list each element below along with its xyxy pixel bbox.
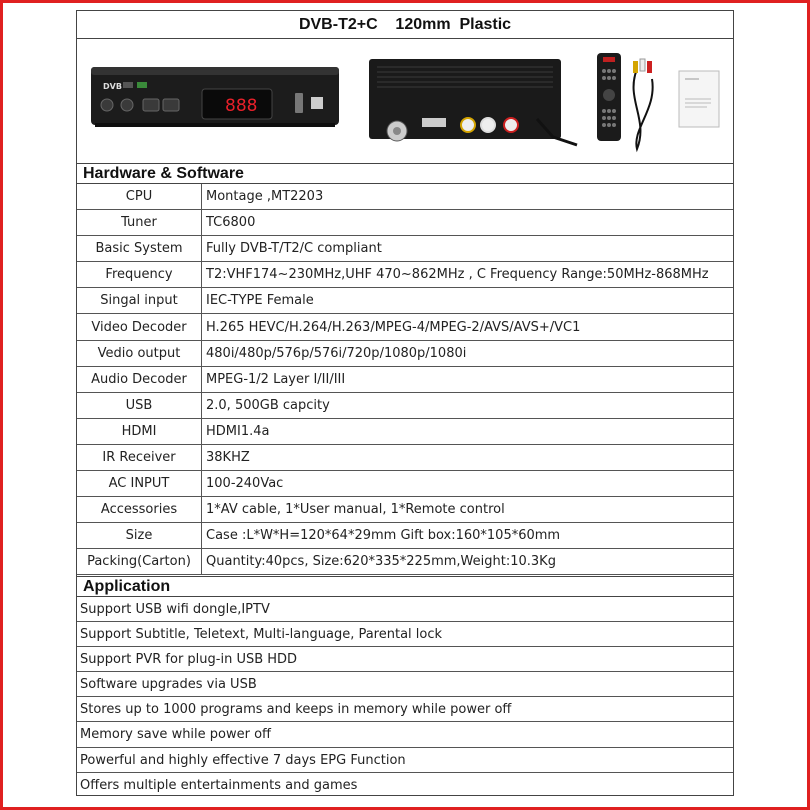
spec-row [77,288,733,314]
spec-value: HDMI1.4a [202,418,734,444]
spec-value: H.265 HEVC/H.264/H.263/MPEG-4/MPEG-2/AVS/AVS+/VC1 [202,314,734,340]
spec-label: Audio Decoder [77,366,202,392]
spec-label: Size [77,523,202,549]
spec-row [77,184,733,210]
spec-row [77,262,733,288]
spec-row [77,340,733,366]
spec-value: 100-240Vac [202,471,734,497]
spec-value: Quantity:40pcs, Size:620*335*225mm,Weight:10.3Kg [202,549,734,575]
spec-value: 38KHZ [202,444,734,470]
application-item: Memory save while power off [77,722,733,747]
spec-value: 2.0, 500GB capcity [202,392,734,418]
application-item: Support PVR for plug-in USB HDD [77,647,733,672]
spec-value: T2:VHF174~230MHz,UHF 470~862MHz , C Frequency Range:50MHz-868MHz [202,262,734,288]
application-item: Support Subtitle, Teletext, Multi-language, Parental lock [77,622,733,647]
hardware-section-heading: Hardware & Software [77,164,733,184]
spec-value: Case :L*W*H=120*64*29mm Gift box:160*105*60mm [202,523,734,549]
spec-row [77,366,733,392]
spec-value: TC6800 [202,210,734,236]
spec-label: HDMI [77,418,202,444]
spec-row [77,236,733,262]
spec-value: IEC-TYPE Female [202,288,734,314]
product-image-strip [77,39,733,164]
user-manual-image [679,71,719,127]
spec-label: Vedio output [77,340,202,366]
spec-label: CPU [77,184,202,210]
spec-label: AC INPUT [77,471,202,497]
spec-label: Accessories [77,497,202,523]
application-item: Support USB wifi dongle,IPTV [77,597,733,622]
spec-label: Frequency [77,262,202,288]
spec-value: MPEG-1/2 Layer I/II/III [202,366,734,392]
spec-label: USB [77,392,202,418]
spec-label: IR Receiver [77,444,202,470]
remote-control-image [597,53,621,141]
brand-label: DVB [103,82,122,91]
av-cable-image [633,59,653,149]
spec-value: Fully DVB-T/T2/C compliant [202,236,734,262]
product-images [77,39,733,163]
spec-sheet [76,10,734,796]
application-item: Stores up to 1000 programs and keeps in memory while power off [77,697,733,722]
page-title: DVB-T2+C 120mm Plastic [77,11,733,39]
spec-row [77,523,733,549]
application-item: Powerful and highly effective 7 days EPG Function [77,748,733,773]
spec-label: Tuner [77,210,202,236]
spec-row [77,392,733,418]
spec-row [77,471,733,497]
spec-row [77,418,733,444]
spec-label: Video Decoder [77,314,202,340]
hardware-spec-table [77,184,733,575]
application-item: Software upgrades via USB [77,672,733,697]
spec-label: Basic System [77,236,202,262]
spec-value: 1*AV cable, 1*User manual, 1*Remote control [202,497,734,523]
application-item: Offers multiple entertainments and games [80,777,358,793]
spec-value: 480i/480p/576p/576i/720p/1080p/1080i [202,340,734,366]
spec-row [77,497,733,523]
spec-row [77,549,733,575]
spec-row [77,444,733,470]
led-display: 888 [225,96,258,116]
spec-label: Singal input [77,288,202,314]
spec-label: Packing(Carton) [77,549,202,575]
spec-value: Montage ,MT2203 [202,184,734,210]
spec-row [77,210,733,236]
application-list [77,597,733,798]
application-section-heading: Application [77,576,733,597]
receiver-back-image [369,59,577,145]
receiver-front-image [91,67,339,127]
spec-row [77,314,733,340]
